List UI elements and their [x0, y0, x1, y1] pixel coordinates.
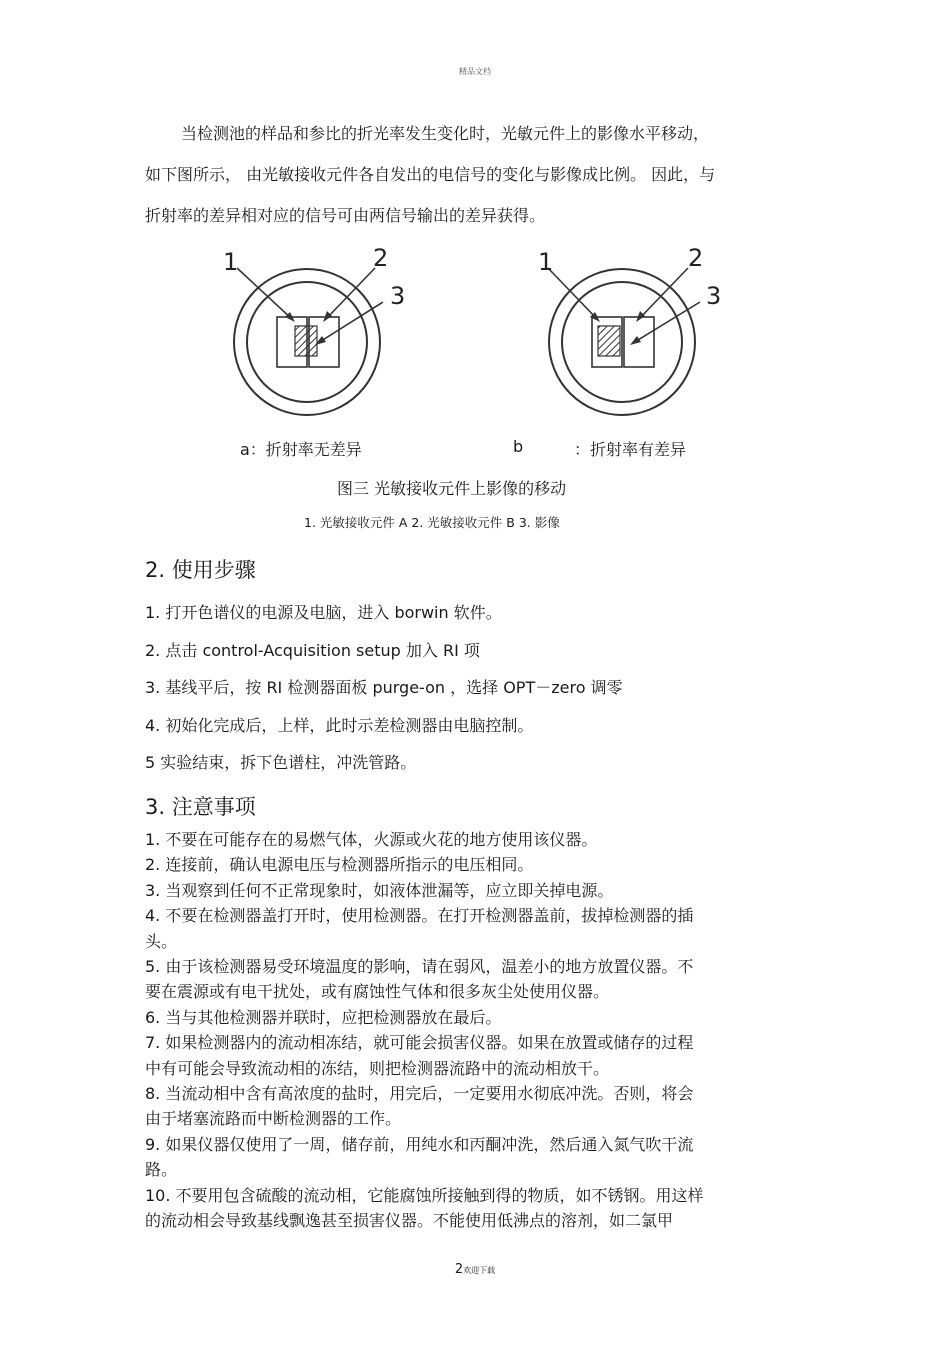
note-line: 1. 不要在可能存在的易燃气体，火源或火花的地方使用该仪器。: [145, 830, 598, 849]
note-line: 7. 如果检测器内的流动相冻结，就可能会损害仪器。如果在放置或储存的过程: [145, 1033, 694, 1053]
note-line: 3. 当观察到任何不正常现象时，如液体泄漏等，应立即关掉电源。: [145, 880, 614, 900]
note-line: 要在震源或有电干扰处，或有腐蚀性气体和很多灰尘处使用仪器。: [145, 982, 610, 1002]
figure-title: 图三 光敏接收元件上影像的移动: [337, 479, 567, 498]
label-2: 2: [688, 244, 704, 272]
note-line: 路。: [145, 1160, 178, 1180]
image-spot: [295, 326, 317, 356]
intro-line-1: 当检测池的样品和参比的折光率发生变化时，光敏元件上的影像水平移动，: [181, 124, 710, 143]
label-2: 2: [373, 244, 389, 272]
intro-paragraph: [145, 113, 810, 236]
step-4: 4. 初始化完成后，上样，此时示差检测器由电脑控制。: [145, 716, 534, 735]
note-line: 4. 不要在检测器盖打开时，使用检测器。在打开检测器盖前，拔掉检测器的插: [145, 906, 694, 926]
caption-a: a：折射率无差异: [240, 440, 362, 459]
figure-legend: 1. 光敏接收元件 A 2. 光敏接收元件 B 3. 影像: [304, 515, 560, 530]
note-line: 6. 当与其他检测器并联时，应把检测器放在最后。: [145, 1007, 502, 1027]
intro-line-2: 如下图所示， 由光敏接收元件各自发出的电信号的变化与影像成比例。 因此，与: [145, 165, 716, 184]
note-line: 8. 当流动相中含有高浓度的盐时，用完后，一定要用水彻底冲洗。否则，将会: [145, 1084, 694, 1104]
step-2: 2. 点击 control-Acquisition setup 加入 RI 项: [145, 641, 480, 660]
step-3: 3. 基线平后，按 RI 检测器面板 purge-on ，选择 OPT－zero 调零: [145, 678, 623, 697]
notes-list: [145, 827, 775, 1234]
step-1: 1. 打开色谱仪的电源及电脑，进入 borwin 软件。: [145, 603, 502, 622]
figure-b-diagram: [530, 240, 730, 420]
caption-b: ：折射率有差异: [574, 440, 687, 459]
figure-a-diagram: [215, 240, 415, 420]
label-3: 3: [390, 282, 406, 310]
note-line: 由于堵塞流路而中断检测器的工作。: [145, 1109, 402, 1129]
label-1: 1: [538, 248, 554, 276]
note-line: 9. 如果仪器仅使用了一周，储存前，用纯水和丙酮冲洗，然后通入氮气吹干流: [145, 1134, 694, 1154]
step-5: 5 实验结束，拆下色谱柱，冲洗管路。: [145, 753, 417, 772]
section-3-heading: 3. 注意事项: [145, 795, 256, 819]
label-1: 1: [223, 248, 239, 276]
caption-b-letter: b: [513, 437, 524, 456]
note-line: 2. 连接前，确认电源电压与检测器所指示的电压相同。: [145, 855, 534, 875]
note-line: 10. 不要用包含硫酸的流动相，它能腐蚀所接触到得的物质，如不锈钢。用这样: [145, 1185, 704, 1205]
note-line: 头。: [145, 931, 178, 951]
label-3: 3: [706, 282, 722, 310]
note-line: 的流动相会导致基线飘逸甚至损害仪器。不能使用低沸点的溶剂，如二氯甲: [145, 1211, 674, 1231]
section-2-heading: 2. 使用步骤: [145, 558, 256, 582]
page-header: 精品文档: [459, 67, 491, 76]
page-footer: [0, 1262, 950, 1277]
footer-text: 欢迎下载: [463, 1266, 496, 1275]
image-spot: [598, 326, 620, 356]
note-line: 5. 由于该检测器易受环境温度的影响，请在弱风，温差小的地方放置仪器。不: [145, 957, 694, 977]
intro-line-3: 折射率的差异相对应的信号可由两信号输出的差异获得。: [145, 206, 546, 225]
page-number: 2: [454, 1262, 464, 1277]
note-line: 中有可能会导致流动相的冻结，则把检测器流路中的流动相放干。: [145, 1058, 610, 1078]
